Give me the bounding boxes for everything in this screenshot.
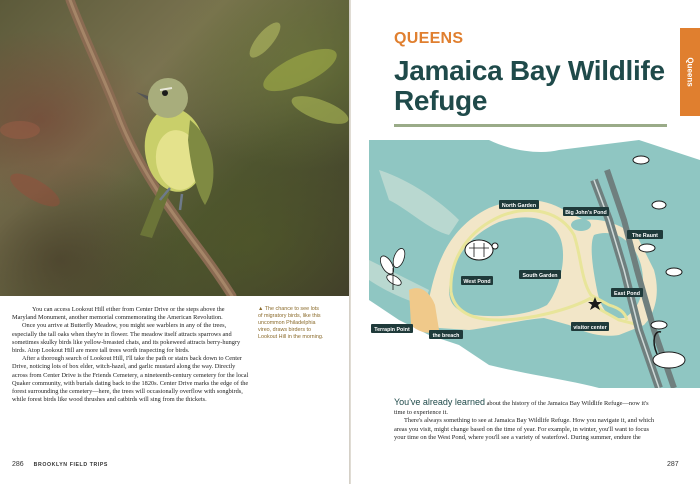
label-the-breach: the breach <box>432 333 460 339</box>
right-body-text <box>394 398 656 443</box>
left-body-text <box>12 306 250 404</box>
label-terrapin-point: Terrapin Point <box>374 327 410 333</box>
left-paragraph: After a thorough search of Lookout Hill, I'll take the path or stairs back down to Center Drive, noticing lots of box elder, witch-hazel, and garlic mustard along the way. Directly across from Center Drive is the Friends Cemetery, a nineteenth-century cemetery for the local Quaker community, with burials dating back to the 1820s. Center Drive marks the edge of the forest surrounding the cemetery—here, the trees will occasionally overflow with songbirds, while forest birds like wood thrushes and catbirds will sing from the thickets. <box>12 355 249 404</box>
left-paragraph: Once you arrive at Butterfly Meadow, you might see warblers in any of the trees, especially the tall oaks when they're in flower. The meadow itself attracts sparrows and sometimes skulky birds like yellow-breasted chats, and its pokeweed attracts berry-hungry birds. Atop Lookout Hill are more tall trees worth inspecting for birds. <box>12 322 241 355</box>
photo-caption <box>258 306 324 341</box>
label-south-garden: South Garden <box>522 273 558 279</box>
vireo-photo <box>0 0 350 296</box>
page-title: Jamaica Bay Wildlife Refuge <box>394 55 665 116</box>
bird-on-branch-illustration <box>0 0 350 296</box>
caption-marker-icon: ▲ <box>258 306 264 312</box>
caption-text: The chance to see lots of migratory birds, like this uncommon Philadelphia vireo, draws birders to Lookout Hill in the morning. <box>258 306 324 340</box>
section-tab-label: Queens <box>685 57 695 87</box>
label-visitor-center: visitor center <box>573 325 607 331</box>
title-rule <box>394 124 667 127</box>
label-east-pond: East Pond <box>614 291 640 297</box>
label-west-pond: West Pond <box>463 279 491 285</box>
section-tab <box>680 28 700 116</box>
right-paragraph: There's always something to see at Jamaica Bay Wildlife Refuge. How you navigate it, and which areas you visit, might change based on the time of year. For example, in winter, you'll want to focus your time on the West Pond, where you'll see a variety of waterfowl. During summer, endure the <box>394 417 655 441</box>
borough-heading: QUEENS <box>394 30 464 47</box>
lead-in: You've already learned <box>394 397 485 407</box>
left-folio <box>12 461 108 468</box>
label-the-raunt: The Raunt <box>632 233 658 239</box>
label-north-garden: North Garden <box>501 203 537 209</box>
lead-rest: about the history of the Jamaica Bay Wildlife Refuge—now it's time to experience it. <box>394 400 649 416</box>
running-head: BROOKLYN FIELD TRIPS <box>33 462 108 468</box>
lead-paragraph <box>394 398 656 417</box>
refuge-map <box>369 140 700 388</box>
right-page <box>351 0 700 484</box>
left-page-number: 286 <box>12 461 24 468</box>
left-paragraph: You can access Lookout Hill either from Center Drive or the steps above the Maryland Monument, another memorial commemorating the American Revolution. <box>12 306 225 322</box>
right-page-number: 287 <box>667 461 679 468</box>
label-big-johns-pond: Big John's Pond <box>565 210 607 216</box>
